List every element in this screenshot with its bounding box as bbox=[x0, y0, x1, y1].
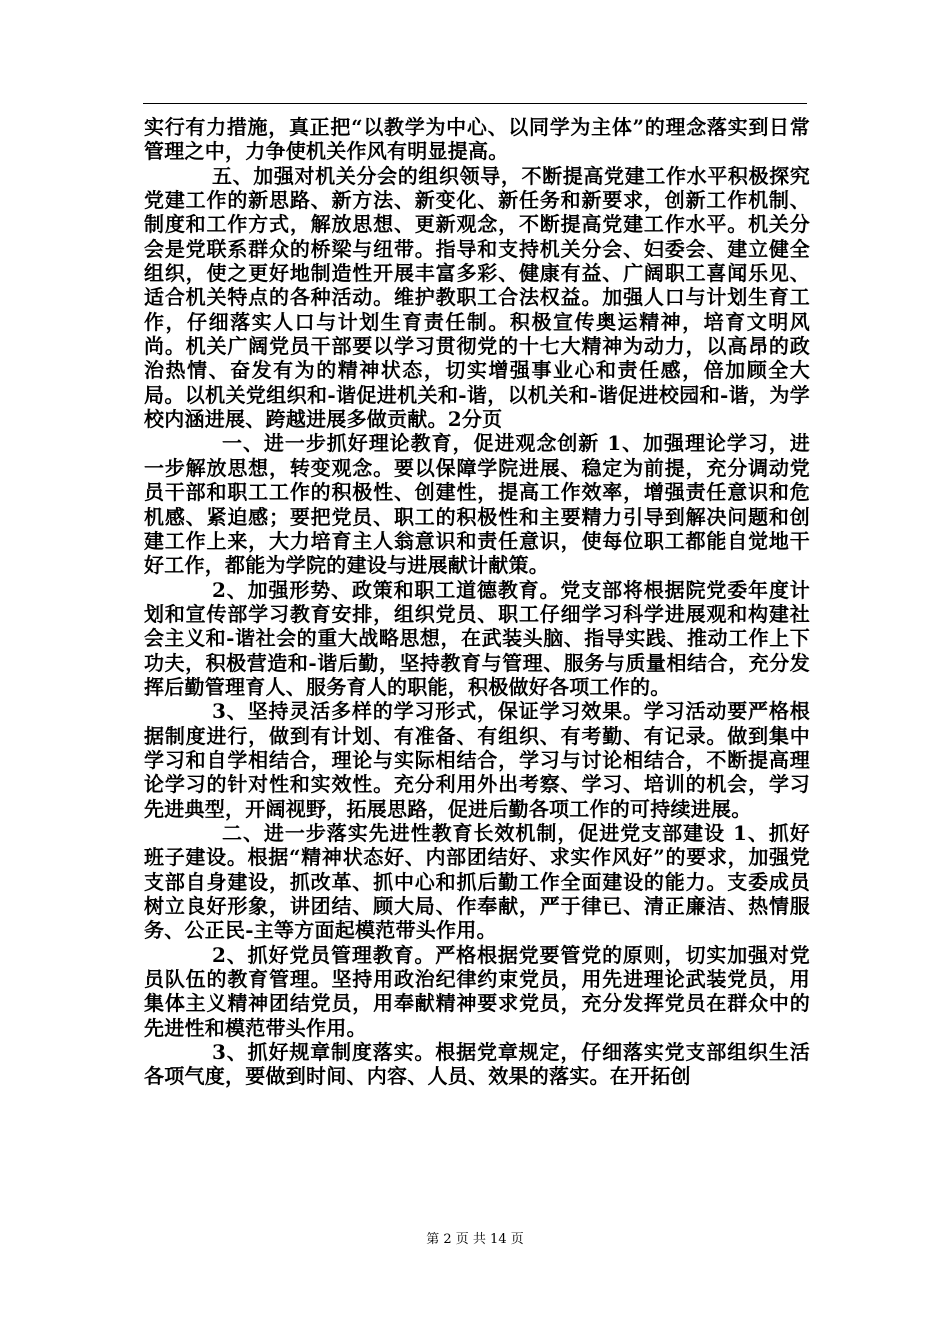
paragraph-item-3-rules-implementation: 3、抓好规章制度落实。根据党章规定，仔细落实党支部组织生活各项气度，要做到时间、内容、人员、效果的落实。在开拓创 bbox=[144, 1040, 810, 1089]
document-body bbox=[144, 115, 810, 1089]
paragraph-item-3-learning-forms: 3、坚持灵活多样的学习形式，保证学习效果。学习活动要严格根据制度进行，做到有计划、有准备、有组织、有考勤、有记录。做到集中学习和自学相结合，理论与实际相结合，学习与讨论相结合，不断提高理论学习的针对性和实效性。充分利用外出考察、学习、培训的机会，学习先进典型，开阔视野，拓展思路，促进后勤各项工作的可持续进展。 bbox=[144, 699, 810, 821]
paragraph-section-five: 五、加强对机关分会的组织领导，不断提高党建工作水平积极探究党建工作的新思路、新方法、新变化、新任务和新要求，创新工作机制、制度和工作方式，解放思想、更新观念，不断提高党建工作水平。机关分会是党联系群众的桥梁与纽带。指导和支持机关分会、妇委会、建立健全组织，使之更好地制造性开展丰富多彩、健康有益、广阔职工喜闻乐见、适合机关特点的各种活动。维护教职工合法权益。加强人口与计划生育工作，仔细落实人口与计划生育责任制。积极宣传奥运精神，培育文明风尚。机关广阔党员干部要以学习贯彻党的十七大精神为动力，以高昂的政治热情、奋发有为的精神状态，切实增强事业心和责任感，倍加顾全大局。以机关党组织和-谐促进机关和-谐，以机关和-谐促进校园和-谐，为学校内涵进展、跨越进展多做贡献。2分页 bbox=[144, 163, 810, 432]
paragraph-continuation: 实行有力措施，真正把“以教学为中心、以同学为主体”的理念落实到日常管理之中，力争使机关作风有明显提高。 bbox=[144, 115, 810, 164]
page-number: 第 2 页 共 14 页 bbox=[426, 1232, 524, 1247]
paragraph-item-2-member-management: 2、抓好党员管理教育。严格根据党要管党的原则，切实加强对党员队伍的教育管理。坚持用政治纪律约束党员，用先进理论武装党员，用集体主义精神团结党员，用奉献精神要求党员，充分发挥党员在群众中的先进性和模范带头作用。 bbox=[144, 942, 810, 1040]
paragraph-section-one: 一、进一步抓好理论教育，促进观念创新 1、加强理论学习，进一步解放思想，转变观念。要以保障学院进展、稳定为前提，充分调动党员干部和职工工作的积极性、创建性，提高工作效率，增强责任意识和危机感、紧迫感；要把党员、职工的积极性和主要精力引导到解决问题和创建工作上来，大力培育主人翁意识和责任意识，使每位职工都能自觉地干好工作，都能为学院的建设与进展献计献策。 bbox=[144, 431, 810, 578]
header-rule bbox=[143, 103, 807, 104]
page-footer bbox=[0, 1228, 950, 1247]
paragraph-item-2-policy-education: 2、加强形势、政策和职工道德教育。党支部将根据院党委年度计划和宣传部学习教育安排，组织党员、职工仔细学习科学进展观和构建社会主义和-谐社会的重大战略思想，在武装头脑、指导实践、推动工作上下功夫，积极营造和-谐后勤，坚持教育与管理、服务与质量相结合，充分发挥后勤管理育人、服务育人的职能，积极做好各项工作的。 bbox=[144, 577, 810, 699]
paragraph-section-two: 二、进一步落实先进性教育长效机制，促进党支部建设 1、抓好班子建设。根据“精神状态好、内部团结好、求实作风好”的要求，加强党支部自身建设，抓改革、抓中心和抓后勤工作全面建设的能力。支委成员树立良好形象，讲团结、顾大局、作奉献，严于律已、清正廉洁、热情服务、公正民-主等方面起模范带头作用。 bbox=[144, 820, 810, 943]
